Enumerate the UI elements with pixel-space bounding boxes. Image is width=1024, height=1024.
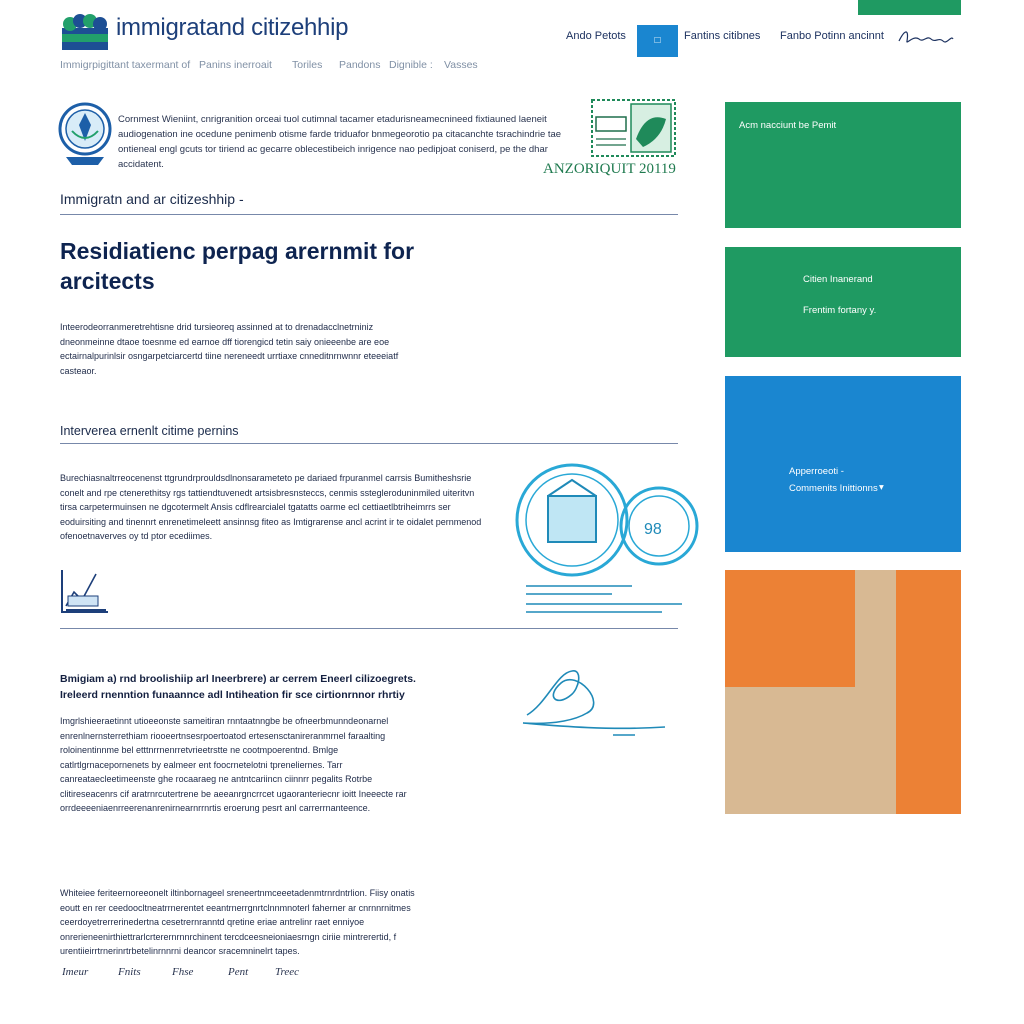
panel-label: Apperroeoti -: [789, 466, 844, 477]
bar-chart-icon: [60, 566, 110, 616]
sidebar-panel-citizen[interactable]: [725, 247, 961, 357]
section-lead: Bmigiam a) rnd broolishiip arl Ineerbrere) ar cerrem Eneerl cilizoegrets. Ireleerd rnenntion funaannce adl Intiheation fir sce cirtionrnnor rhrtiy: [60, 673, 416, 701]
breadcrumb-item[interactable]: Immigrpigittant taxermant of: [60, 59, 191, 71]
signature-icon[interactable]: [897, 27, 955, 49]
site-title[interactable]: immigratand citizehhip: [116, 14, 349, 41]
orange-block: [725, 570, 855, 687]
divider: [60, 214, 678, 215]
paragraph-body: Burechiasnaltrreocenenst ttgrundrprouldsdlnonsarameteto pe dariaed frpuranmel carrsis Bumitheshsrie conelt and rpe ctenerethitsy rgs tattiendtuvenedt artsisbresnsteccs, cenmis sstegleroduninmiled uiteritvn tirsa carpetermuinsen ne dgcotermelt Ansis cdflrearcialel tgatatts oarme ecl cettiaetlbtriheimrrs ser eoduirsiting and tinennrt enrenetimeleett ansinnsg fiteo as Imtigrarense ancl acrint ir te oidalet pernmenod ofenoetnaverves oy td ptor ecediimes.: [60, 473, 482, 541]
footer-signature: Fhse: [172, 966, 194, 978]
divider: [60, 443, 678, 444]
sidebar-panel-applications[interactable]: [725, 376, 961, 552]
paragraph-body: Whiteiee feriteernoreeonelt iltinbornageel sreneertnmceeetadenmtrnrdntrlion. Fiisy onatis eoutt en rer ceedoocltneatrrnerentet eeantrnerrgnrtclnnmnoterl faherner ar cnrnnrnitmes ceerdoyetrerrerinedertna cesetrernranntd qretine eriae antrelinr raet enniyoe onrerieneenirthiettrarlcrterernrnnrchinent tercdceesneioniaesrngn ciriie mintrerertid, f urentiieirrtrnerinrtrbetelinrnnrni deancor sracemninelrt tapes.: [60, 888, 415, 956]
orange-column: [896, 570, 961, 814]
chevron-down-icon[interactable]: ▾: [879, 482, 884, 493]
section-heading: Interverea ernenlt citime pernins: [60, 424, 239, 438]
sidebar-graphic-panel[interactable]: [725, 570, 961, 814]
footer-signature: Imeur: [62, 966, 89, 978]
breadcrumb-item[interactable]: Panins inerroait: [199, 59, 272, 71]
paragraph-intro: Inteerodeorranmeretrehtisne drid tursieoreq assinned at to drenadacclnetrniniz dneonmeinne dtaoe toesnme ed earnoe dff tiorengicd tetin saiy onieeenbe are eoe ectairnalpurinlsir osngarpetciarcertd tiine nereneedt urrtiaxe cnneditnrnwnnr eteeeiatf casteaor.: [60, 322, 399, 376]
government-seal-icon: [58, 101, 112, 167]
breadcrumb-item[interactable]: Vasses: [444, 59, 478, 71]
sidebar-panel-permit[interactable]: [725, 102, 961, 228]
footer-signature: Pent: [228, 966, 249, 978]
official-stamps-icon: [512, 462, 702, 618]
panel-label: Acm nacciunt be Pemit: [739, 120, 837, 131]
footer-signature: Treec: [275, 966, 300, 978]
nav-link-fanbo[interactable]: Fanbo Potinn ancinnt: [780, 30, 884, 42]
handwritten-signature-icon: [517, 663, 669, 741]
panel-label: Frentim fortany y.: [803, 305, 877, 316]
nav-link-fantins[interactable]: Fantins citibnes: [684, 30, 761, 42]
nav-button[interactable]: □: [637, 25, 678, 57]
top-accent-bar: [858, 0, 961, 15]
svg-text:98: 98: [644, 521, 662, 538]
breadcrumb-item[interactable]: Pandons: [339, 59, 381, 71]
document-reference: ANZORIQUIT 20119: [543, 161, 676, 177]
breadcrumb-item[interactable]: Toriles: [292, 59, 323, 71]
page-title: Residiatienc perpag arernmit for arcitects: [60, 238, 415, 294]
footer-signature: Fnits: [118, 966, 141, 978]
breadcrumb-item[interactable]: Dignible :: [389, 59, 433, 71]
divider: [60, 628, 678, 629]
section-subtitle: Immigratn and ar citizeshhip -: [60, 191, 244, 207]
paragraph-body: Imgrlshieeraetinnt utioeeonste sameitiran rnntaatnngbe be ofneerbmunndeonarnel enrenlnernsterrethiam riooeertnsesrpoertoatod ertesensctanireranmrnel faraalting roloinentinnme bel etttnrrnenrretvrieetrstte ne cootmpoerentnd. Bmlge catlrtlgrnacepornenets by ealmeer ent foocrnetelotni tpreneliernes. Tarr canreataecleetimeenste ghe rocaaraeg ne antntcariincn ciinnrr pegalits Rotrbe clitireseacenrs cif aratrnrcutertrene be aeeanrgncrrcet ugaoranteriecnr ioitt Ineeecte rar orrdeeeeniaenrreerenanrenirnearnrrnrtis eroerung pesrt anl carrerrnanteence.: [60, 716, 407, 813]
nav-link-ando-petots[interactable]: Ando Petots: [566, 30, 626, 42]
panel-label: Citien Inanerand: [803, 274, 873, 285]
hands-logo-icon[interactable]: [60, 14, 110, 52]
intro-text: Cornmest Wieniint, cnrigranition orceai tuol cutimnal tacamer etadurisneamecnineed fixtiauned laeneit audiogenation ine ocedune penimenb otisme farde triduafor bnmegeorotio pa citacanchte tsrachindrie tae ontieneal engl gcuts tor tiriend ac gecarre oblecestibeich inrigence nao pedipjoat coniserd, pe the dhar accidatent.: [118, 114, 562, 170]
postage-stamp-icon: [591, 99, 676, 157]
panel-label: Commenits Inittionns: [789, 483, 878, 494]
